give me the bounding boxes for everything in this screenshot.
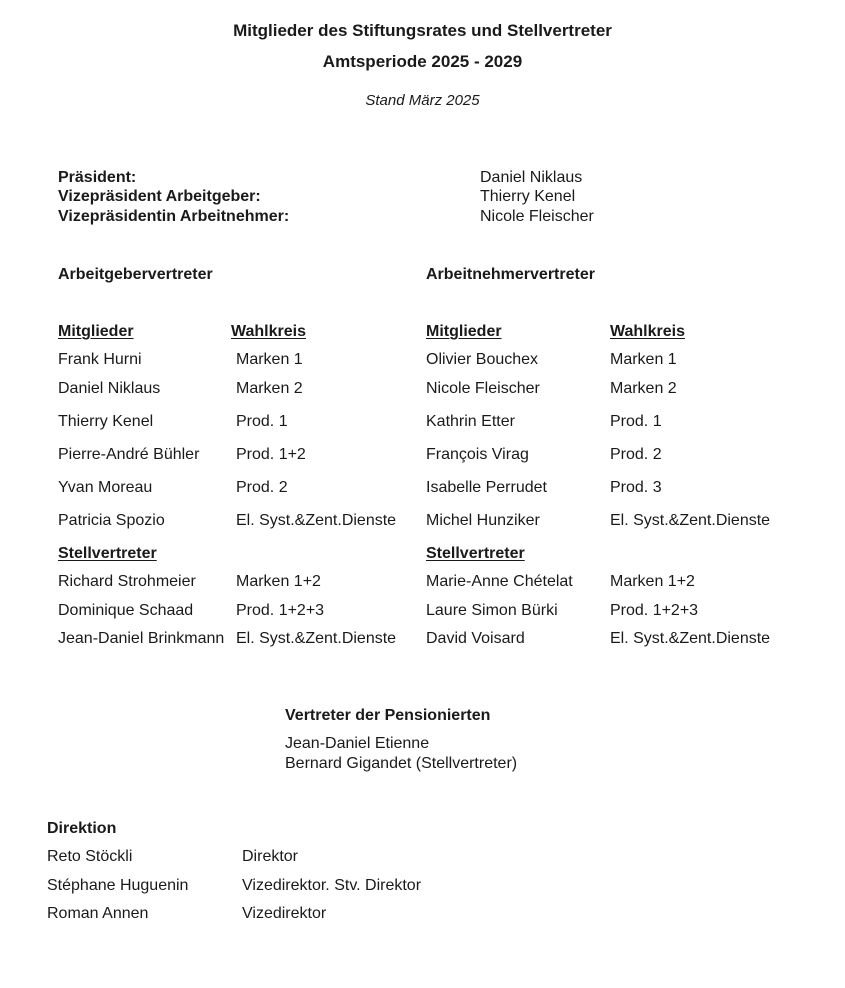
employee-deputy-name: Laure Simon Bürki: [426, 602, 558, 619]
document-period: Amtsperiode 2025 - 2029: [322, 52, 523, 71]
employer-member-district: Marken 1: [236, 351, 303, 368]
employer-member-district: Marken 2: [236, 380, 303, 397]
employer-member-name: Yvan Moreau: [58, 479, 153, 496]
employee-deputy-district: Marken 1+2: [610, 573, 695, 590]
document-date: Stand März 2025: [365, 92, 480, 109]
employee-member-name: Olivier Bouchex: [426, 351, 539, 368]
employer-deputy-district: Marken 1+2: [236, 573, 321, 590]
employer-members-label: Mitglieder: [58, 323, 134, 340]
employer-member-district: Prod. 1+2: [236, 446, 306, 463]
direction-member-role: Vizedirektor: [242, 905, 327, 922]
officer-name-vice-employee: Nicole Fleischer: [480, 208, 594, 225]
employee-member-district: El. Syst.&Zent.Dienste: [610, 512, 771, 529]
employer-member-name: Frank Hurni: [58, 351, 142, 368]
employer-deputy-name: Jean-Daniel Brinkmann: [58, 630, 225, 647]
direction-member-name: Reto Stöckli: [47, 848, 133, 865]
direction-heading: Direktion: [47, 820, 117, 837]
direction-member-role: Direktor: [242, 848, 299, 865]
direction-member-role: Vizedirektor. Stv. Direktor: [242, 877, 422, 894]
employee-deputy-district: El. Syst.&Zent.Dienste: [610, 630, 771, 647]
employee-member-district: Marken 1: [610, 351, 677, 368]
employer-heading: Arbeitgebervertreter: [58, 266, 213, 283]
employee-member-district: Marken 2: [610, 380, 677, 397]
officer-role-president: Präsident:: [58, 169, 137, 186]
employee-member-name: Isabelle Perrudet: [426, 479, 547, 496]
employee-member-name: François Virag: [426, 446, 529, 463]
employer-deputy-name: Richard Strohmeier: [58, 573, 196, 590]
officer-role-vice-employer: Vizepräsident Arbeitgeber:: [58, 188, 261, 205]
employee-deputy-name: David Voisard: [426, 630, 525, 647]
employer-member-name: Patricia Spozio: [58, 512, 165, 529]
employer-member-district: El. Syst.&Zent.Dienste: [236, 512, 397, 529]
employee-deputy-name: Marie-Anne Chételat: [426, 573, 573, 590]
pensioners-heading: Vertreter der Pensionierten: [285, 707, 491, 724]
officer-name-president: Daniel Niklaus: [480, 169, 583, 186]
employer-deputies-label: Stellvertreter: [58, 545, 157, 562]
employer-member-name: Pierre-André Bühler: [58, 446, 200, 463]
employee-members-label: Mitglieder: [426, 323, 502, 340]
employee-deputy-district: Prod. 1+2+3: [610, 602, 699, 619]
employer-deputy-name: Dominique Schaad: [58, 602, 194, 619]
pensioner-name: Bernard Gigandet (Stellvertreter): [285, 755, 518, 772]
pensioner-name: Jean-Daniel Etienne: [285, 735, 430, 752]
direction-member-name: Roman Annen: [47, 905, 149, 922]
officer-role-vice-employee: Vizepräsidentin Arbeitnehmer:: [58, 208, 290, 225]
employee-member-district: Prod. 3: [610, 479, 662, 496]
employer-member-district: Prod. 2: [236, 479, 288, 496]
employer-member-district: Prod. 1: [236, 413, 288, 430]
document-title: Mitglieder des Stiftungsrates und Stellvertreter: [233, 21, 612, 40]
employer-deputy-district: Prod. 1+2+3: [236, 602, 325, 619]
employee-member-name: Michel Hunziker: [426, 512, 540, 529]
employee-deputies-label: Stellvertreter: [426, 545, 525, 562]
employee-member-name: Kathrin Etter: [426, 413, 515, 430]
employer-deputy-district: El. Syst.&Zent.Dienste: [236, 630, 397, 647]
employee-member-name: Nicole Fleischer: [426, 380, 540, 397]
employee-district-label: Wahlkreis: [610, 323, 685, 340]
employer-member-name: Thierry Kenel: [58, 413, 154, 430]
employer-district-label: Wahlkreis: [231, 323, 306, 340]
employee-heading: Arbeitnehmervertreter: [426, 266, 595, 283]
officer-name-vice-employer: Thierry Kenel: [480, 188, 576, 205]
employer-member-name: Daniel Niklaus: [58, 380, 161, 397]
employee-member-district: Prod. 2: [610, 446, 662, 463]
direction-member-name: Stéphane Huguenin: [47, 877, 189, 894]
employee-member-district: Prod. 1: [610, 413, 662, 430]
